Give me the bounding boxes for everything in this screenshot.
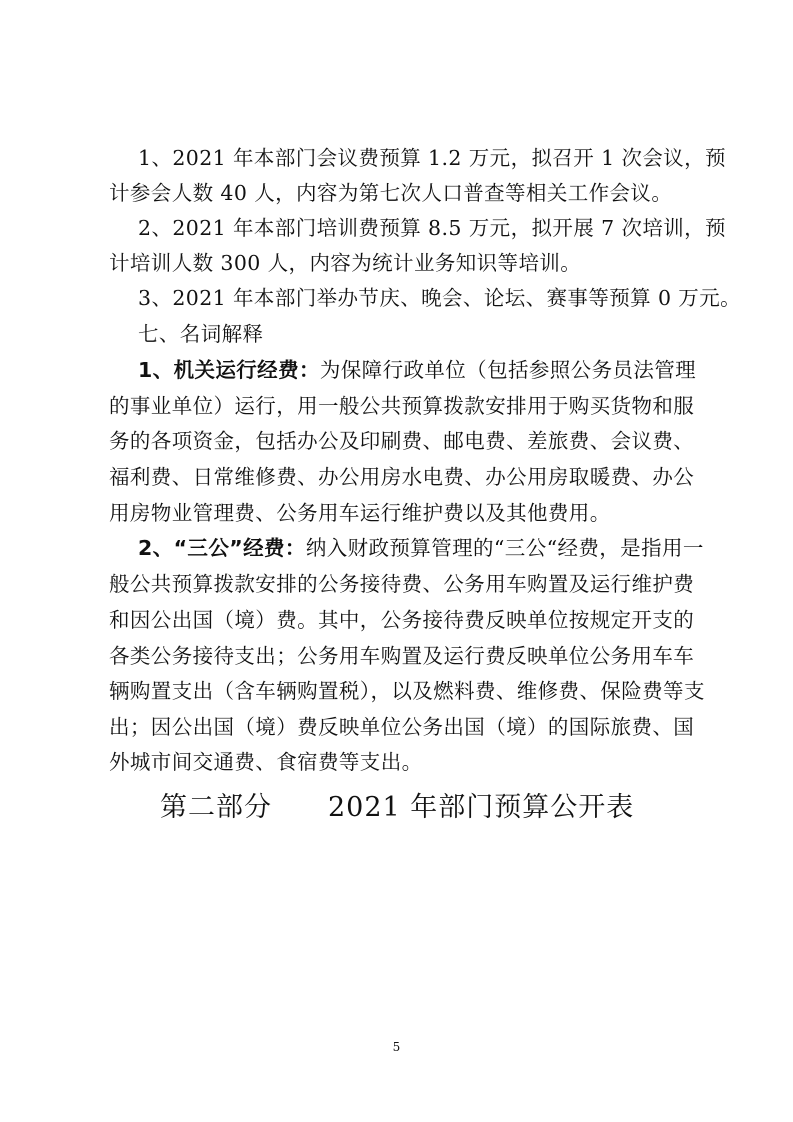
page-number: 5	[392, 1040, 401, 1054]
definition-three-public-line-7: 外城市间交通费、食宿费等支出。	[109, 750, 423, 774]
definition-operating-funds-line-5: 用房物业管理费、公务用车运行维护费以及其他费用。	[109, 501, 611, 525]
section-title-part: 第二部分	[160, 792, 272, 823]
definition-operating-funds-line-3: 务的各项资金，包括办公及印刷费、邮电费、差旅费、会议费、	[109, 429, 695, 453]
term-three-public-funds: 2、“三公”经费：	[138, 536, 306, 560]
term-operating-funds: 1、机关运行经费：	[138, 358, 320, 382]
heading-term-definitions: 七、名词解释	[138, 322, 264, 346]
paragraph-meeting-fee-line-2: 计参会人数 40 人，内容为第七次人口普查等相关工作会议。	[109, 181, 673, 205]
section-title-name: 2021 年部门预算公开表	[328, 792, 635, 823]
definition-operating-funds-line-1	[138, 352, 728, 388]
definition-three-public-line-4: 各类公务接待支出；公务用车购置及运行费反映单位公务用车车	[109, 644, 695, 668]
definition-three-public-line-1	[138, 530, 728, 566]
definition-operating-funds-text: 为保障行政单位（包括参照公务员法管理	[319, 358, 697, 382]
paragraph-training-fee-line-2: 计培训人数 300 人，内容为统计业务知识等培训。	[109, 251, 582, 275]
definition-operating-funds-line-4: 福利费、日常维修费、办公用房水电费、办公用房取暖费、办公	[109, 465, 695, 489]
definition-three-public-text: 纳入财政预算管理的“三公“经费，是指用一	[305, 536, 704, 560]
paragraph-events-budget: 3、2021 年本部门举办节庆、晚会、论坛、赛事等预算 0 万元。	[138, 286, 742, 310]
paragraph-meeting-fee-line-1: 1、2021 年本部门会议费预算 1.2 万元，拟召开 1 次会议，预	[138, 146, 726, 170]
section-title	[160, 786, 634, 830]
definition-three-public-line-3: 和因公出国（境）费。其中，公务接待费反映单位按规定开支的	[109, 608, 695, 632]
paragraph-training-fee-line-1: 2、2021 年本部门培训费预算 8.5 万元，拟开展 7 次培训，预	[138, 216, 726, 240]
definition-operating-funds-line-2: 的事业单位）运行，用一般公共预算拨款安排用于购买货物和服	[109, 394, 695, 418]
definition-three-public-line-5: 辆购置支出（含车辆购置税），以及燃料费、维修费、保险费等支	[109, 679, 705, 703]
definition-three-public-line-2: 般公共预算拨款安排的公务接待费、公务用车购置及运行维护费	[109, 572, 695, 596]
definition-three-public-line-6: 出；因公出国（境）费反映单位公务出国（境）的国际旅费、国	[109, 715, 695, 739]
